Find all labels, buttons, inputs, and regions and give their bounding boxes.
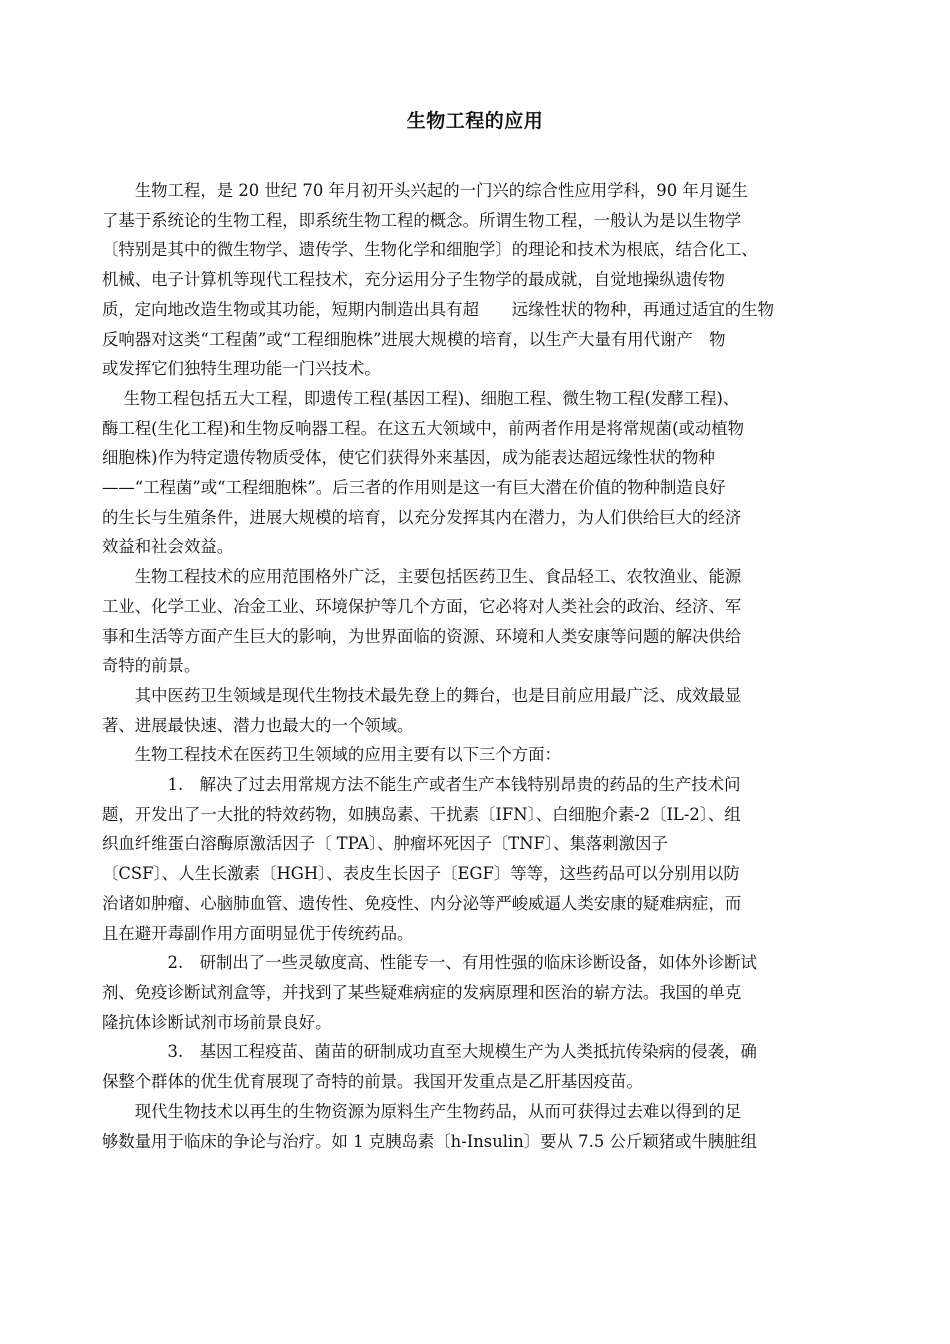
text-line: 生物工程包括五大工程，即遗传工程(基因工程)、细胞工程、微生物工程(发酵工程)、 [102, 388, 740, 408]
text-line: 机械、电子计算机等现代工程技术，充分运用分子生物学的最成就，自觉地操纵遗传物 [102, 270, 725, 290]
page-title: 生物工程的应用 [406, 110, 544, 132]
text-line: 〔CSF〕、人生长激素〔HGH〕、表皮生长因子〔EGF〕等等，这些药品可以分别用以防 [102, 864, 740, 884]
text-line: 工业、化学工业、冶金工业、环境保护等几个方面，它必将对人类社会的政治、经济、军 [102, 596, 742, 616]
text-line: 题，开发出了一大批的特效药物，如胰岛素、干扰素〔IFN〕、白细胞介素-2〔IL-2〕、组 [102, 804, 741, 824]
text-line: 织血纤维蛋白溶酶原激活因子〔 TPA〕、肿瘤坏死因子〔TNF〕、集落刺激因子 [102, 834, 668, 854]
text-line: 保整个群体的优生优育展现了奇特的前景。我国开发重点是乙肝基因疫苗。 [102, 1072, 643, 1092]
text-line: 的生长与生殖条件，进展大规模的培育，以充分发挥其内在潜力，为人们供给巨大的经济 [102, 507, 742, 527]
text-line: 了基于系统论的生物工程，即系统生物工程的概念。所谓生物工程，一般认为是以生物学 [102, 210, 742, 230]
text-line: 生物工程，是 20 世纪 70 年月初开头兴起的一门兴的综合性应用学科，90 年月诞生 [102, 181, 748, 200]
text-line: 治诸如肿瘤、心脑肺血管、遗传性、免疫性、内分泌等严峻威逼人类安康的疑难病症，而 [102, 893, 742, 913]
text-line: 效益和社会效益。 [102, 537, 234, 557]
text-line: 1. 解决了过去用常规方法不能生产或者生产本钱特别昂贵的药品的生产技术问 [102, 775, 741, 795]
text-line: 事和生活等方面产生巨大的影响，为世界面临的资源、环境和人类安康等问题的解决供给 [102, 626, 742, 646]
text-line: 生物工程技术在医药卫生领域的应用主要有以下三个方面： [102, 745, 561, 765]
text-line: 质，定向地改造生物或其功能，短期内制造出具有超 远缘性状的物种，再通过适宜的生物 [102, 299, 775, 319]
text-line: 且在避开毒副作用方面明显优于传统药品。 [102, 923, 414, 943]
document-body [102, 176, 854, 1156]
text-line: 著、进展最快速、潜力也最大的一个领域。 [102, 715, 414, 735]
text-line: 现代生物技术以再生的生物资源为原料生产生物药品，从而可获得过去难以得到的足 [102, 1101, 742, 1121]
text-line: 或发挥它们独特生理功能一门兴技术。 [102, 359, 381, 379]
text-line: 2. 研制出了一些灵敏度高、性能专一、有用性强的临床诊断设备，如体外诊断试 [102, 953, 757, 973]
text-line: 生物工程技术的应用范围格外广泛，主要包括医药卫生、食品轻工、农牧渔业、能源 [102, 567, 742, 587]
text-line: 〔特别是其中的微生物学、遗传学、生物化学和细胞学〕的理论和技术为根底，结合化工、 [102, 240, 758, 260]
text-line: 够数量用于临床的争论与治疗。如 1 克胰岛素〔h-Insulin〕要从 7.5 公斤颖猪或牛胰脏组 [102, 1131, 757, 1151]
text-line: 3. 基因工程疫苗、菌苗的研制成功直至大规模生产为人类抵抗传染病的侵袭，确 [102, 1042, 757, 1062]
text-line: 其中医药卫生领域是现代生物技术最先登上的舞台，也是目前应用最广泛、成效最显 [102, 685, 742, 705]
text-line: 剂、免疫诊断试剂盒等，并找到了某些疑难病症的发病原理和医治的崭方法。我国的单克 [102, 982, 742, 1002]
text-line: 隆抗体诊断试剂市场前景良好。 [102, 1012, 332, 1032]
text-line: 反响器对这类“工程菌”或“工程细胞株”进展大规模的培育，以生产大量有用代谢产 物 [102, 329, 726, 349]
text-line: 酶工程(生化工程)和生物反响器工程。在这五大领域中，前两者作用是将常规菌(或动植物 [102, 418, 745, 438]
text-line: 奇特的前景。 [102, 656, 201, 676]
text-line: 细胞株)作为特定遗传物质受体，使它们获得外来基因，成为能表达超远缘性状的物种 [102, 448, 715, 468]
text-line: ——“工程菌”或“工程细胞株”。后三者的作用则是这一有巨大潜在价值的物种制造良好 [102, 478, 726, 498]
